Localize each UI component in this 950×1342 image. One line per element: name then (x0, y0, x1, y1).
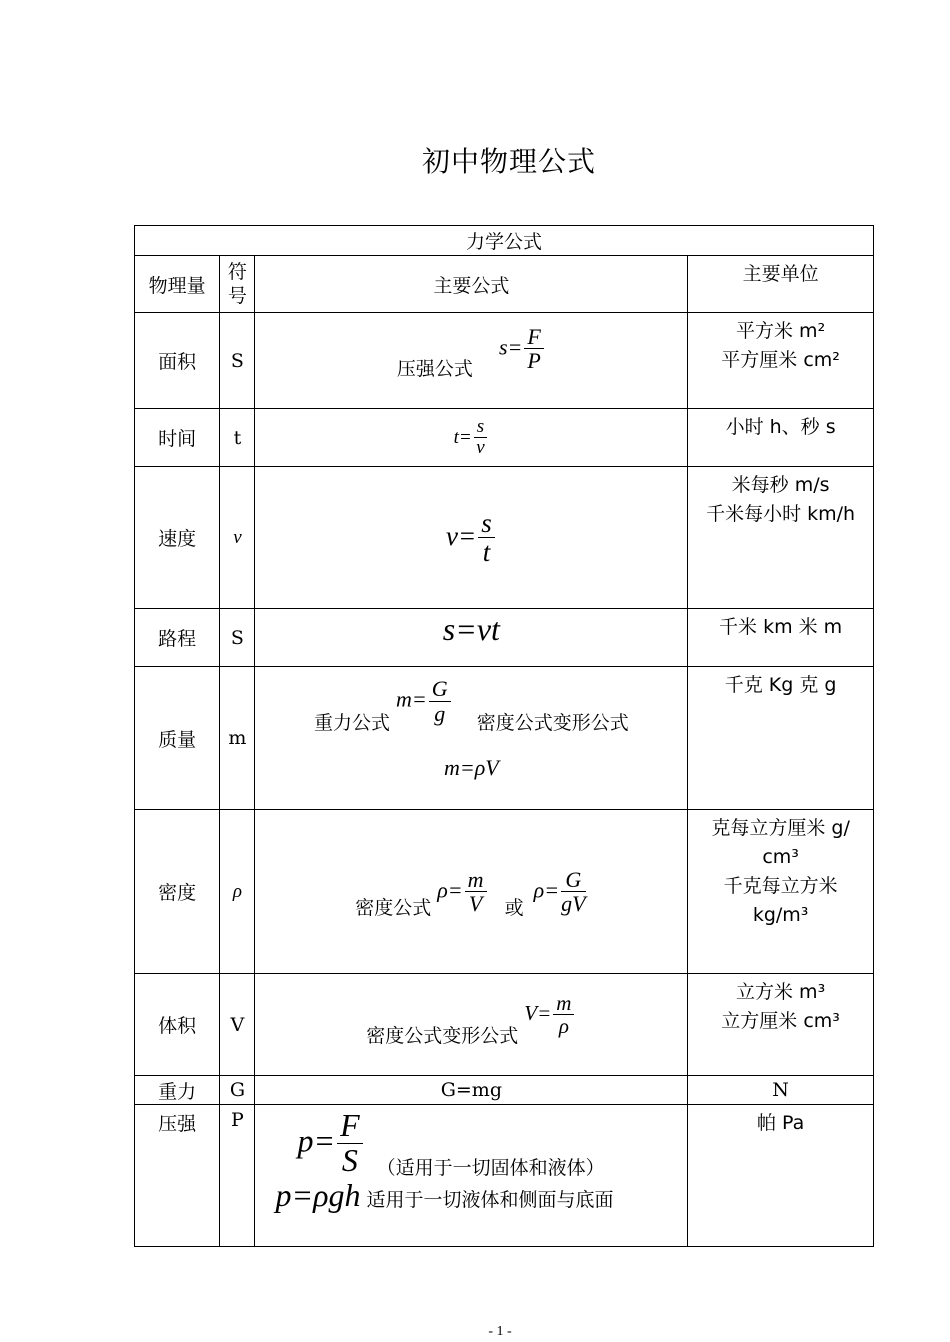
fraction-numerator: m (465, 868, 487, 892)
formula: p=ρgh (275, 1177, 361, 1214)
formula-prefix: 密度公式变形公式 (366, 1025, 519, 1047)
quantity-name: 密度 (135, 810, 220, 974)
formula-lhs: ρ= (437, 877, 463, 903)
header-unit: 主要单位 (688, 256, 874, 313)
unit-cell: N (688, 1076, 874, 1105)
quantity-name: 重力 (135, 1076, 220, 1105)
table-row (135, 467, 874, 609)
formula (445, 507, 497, 567)
formula-cell (255, 974, 688, 1076)
unit-line: cm³ (762, 846, 799, 868)
quantity-symbol: P (220, 1105, 255, 1247)
formula (499, 325, 546, 372)
formula-cell (255, 467, 688, 609)
unit-line: 千米 km 米 m (719, 616, 843, 638)
formula-lhs: v= (445, 521, 477, 551)
quantity-name: 质量 (135, 667, 220, 810)
formula (297, 1109, 364, 1177)
section-header: 力学公式 (135, 226, 874, 256)
fraction-denominator: P (527, 348, 541, 373)
unit-cell (688, 1105, 874, 1247)
unit-line: kg/m³ (752, 904, 809, 926)
quantity-name: 压强 (135, 1105, 220, 1247)
formula-lhs: ρ= (533, 877, 560, 903)
unit-line: 帕 Pa (756, 1112, 805, 1134)
table-row (135, 810, 874, 974)
formula-cell (255, 667, 688, 810)
fraction-numerator: s (474, 417, 487, 438)
quantity-symbol: G (220, 1076, 255, 1105)
formula-lhs: s= (498, 334, 523, 360)
unit-line: 千米每小时 km/h (706, 503, 856, 525)
header-quantity: 物理量 (135, 256, 220, 313)
fraction-numerator: G (561, 868, 585, 892)
table-row (135, 667, 874, 810)
formula-cell (255, 1105, 688, 1247)
quantity-symbol: V (220, 974, 255, 1076)
table-row (135, 1105, 874, 1247)
quantity-symbol: v (220, 467, 255, 609)
formula (396, 677, 453, 724)
formula-table (134, 225, 874, 1247)
unit-line: 立方厘米 cm³ (721, 1010, 840, 1032)
unit-line: 平方米 m² (736, 320, 826, 342)
header-formula: 主要公式 (255, 256, 688, 313)
unit-cell (688, 810, 874, 974)
table-row (135, 409, 874, 467)
quantity-symbol: m (220, 667, 255, 810)
fraction-denominator: S (341, 1141, 358, 1178)
formula-cell (255, 810, 688, 974)
fraction-denominator: v (476, 437, 485, 458)
unit-line: 米每秒 m/s (731, 474, 830, 496)
formula-lhs: V= (524, 1001, 552, 1025)
formula (437, 868, 488, 915)
unit-cell (688, 974, 874, 1076)
formula: m=ρV (443, 754, 499, 780)
fraction-denominator: gV (561, 891, 586, 916)
table-row (135, 974, 874, 1076)
fraction-denominator: g (434, 700, 446, 726)
quantity-symbol: S (220, 609, 255, 667)
table-row (135, 609, 874, 667)
quantity-symbol: S (220, 313, 255, 409)
formula-lhs: t= (453, 426, 472, 448)
formula-prefix: 密度公式 (355, 896, 432, 919)
page-number: - 1 - (488, 1324, 512, 1339)
unit-line: 小时 h、秒 s (725, 416, 836, 438)
quantity-symbol: ρ (220, 810, 255, 974)
formula-cell (255, 409, 688, 467)
quantity-name: 路程 (135, 609, 220, 667)
table-row (135, 1076, 874, 1105)
formula-prefix: 重力公式 (313, 712, 390, 734)
quantity-symbol: t (220, 409, 255, 467)
fraction-numerator: F (524, 325, 543, 349)
fraction-denominator: t (482, 537, 491, 567)
formula-cell (255, 313, 688, 409)
fraction-numerator: F (337, 1109, 363, 1144)
formula (534, 868, 588, 915)
formula-prefix: 压强公式 (396, 357, 473, 380)
page-title: 初中物理公式 (421, 145, 596, 178)
unit-line: 平方厘米 cm² (721, 349, 840, 371)
fraction-numerator: m (553, 992, 574, 1015)
fraction-denominator: V (468, 891, 483, 916)
unit-line: 千克每立方米 (723, 875, 838, 897)
quantity-name: 面积 (135, 313, 220, 409)
formula: s=vt (442, 611, 500, 647)
formula: G=mg (255, 1076, 688, 1105)
unit-cell (688, 409, 874, 467)
formula-lhs: m= (396, 687, 427, 712)
unit-cell (688, 667, 874, 810)
table-row (135, 313, 874, 409)
unit-line: 克每立方厘米 g/ (711, 817, 850, 839)
formula (453, 416, 490, 458)
unit-cell (688, 467, 874, 609)
fraction-numerator: s (478, 509, 495, 538)
header-symbol: 符号 (220, 256, 255, 313)
fraction-denominator: ρ (558, 1014, 569, 1038)
quantity-name: 时间 (135, 409, 220, 467)
unit-cell (688, 609, 874, 667)
formula-lhs: p= (297, 1122, 336, 1159)
applicability-note: （适用于一切固体和液体） (376, 1156, 605, 1179)
fraction-numerator: G (429, 677, 451, 701)
unit-line: 千克 Kg 克 g (724, 674, 837, 696)
formula (524, 992, 576, 1037)
formula-cell (255, 609, 688, 667)
unit-line: 立方米 m³ (736, 981, 826, 1003)
applicability-note: 适用于一切液体和侧面与底面 (366, 1189, 614, 1212)
formula-connector: 或 (504, 896, 524, 919)
unit-cell (688, 313, 874, 409)
quantity-name: 速度 (135, 467, 220, 609)
formula-suffix: 密度公式变形公式 (476, 712, 629, 734)
quantity-name: 体积 (135, 974, 220, 1076)
